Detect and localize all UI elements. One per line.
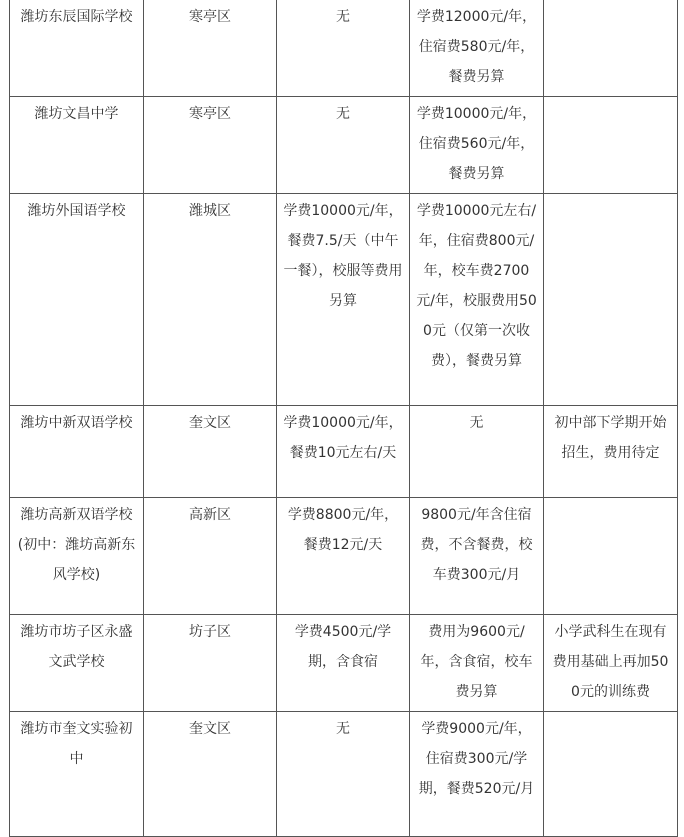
remark-cell — [544, 194, 678, 406]
district-cell: 寒亭区 — [144, 0, 277, 97]
middle-fee-cell: 学费10000元左右/年，住宿费800元/年，校车费2700元/年，校服费用500元（仅第一次收费），餐费另算 — [410, 194, 544, 406]
middle-fee-cell: 学费9000元/年，住宿费300元/学期，餐费520元/月 — [410, 712, 544, 837]
district-cell: 高新区 — [144, 498, 277, 615]
remark-cell — [544, 712, 678, 837]
primary-fee-cell: 无 — [277, 712, 410, 837]
district-cell: 奎文区 — [144, 406, 277, 498]
middle-fee-cell: 学费12000元/年，住宿费580元/年，餐费另算 — [410, 0, 544, 97]
table-row — [10, 498, 678, 615]
middle-fee-cell: 9800元/年含住宿费，不含餐费，校车费300元/月 — [410, 498, 544, 615]
school-name-cell: 潍坊市坊子区永盛文武学校 — [10, 615, 144, 712]
remark-cell — [544, 97, 678, 194]
table-row — [10, 97, 678, 194]
primary-fee-cell: 学费4500元/学期，含食宿 — [277, 615, 410, 712]
table-row — [10, 194, 678, 406]
table-row — [10, 0, 678, 97]
table-row — [10, 406, 678, 498]
middle-fee-cell: 费用为9600元/年，含食宿，校车费另算 — [410, 615, 544, 712]
primary-fee-cell: 学费8800元/年，餐费12元/天 — [277, 498, 410, 615]
district-cell: 坊子区 — [144, 615, 277, 712]
school-name-cell: 潍坊高新双语学校 (初中：潍坊高新东风学校) — [10, 498, 144, 615]
primary-fee-cell: 学费10000元/年，餐费7.5/天（中午一餐），校服等费用另算 — [277, 194, 410, 406]
remark-cell — [544, 498, 678, 615]
primary-fee-cell: 学费10000元/年，餐费10元左右/天 — [277, 406, 410, 498]
remark-cell: 初中部下学期开始招生，费用待定 — [544, 406, 678, 498]
middle-fee-cell: 学费10000元/年，住宿费560元/年，餐费另算 — [410, 97, 544, 194]
remark-cell: 小学武科生在现有费用基础上再加500元的训练费 — [544, 615, 678, 712]
district-cell: 寒亭区 — [144, 97, 277, 194]
school-name-cell: 潍坊中新双语学校 — [10, 406, 144, 498]
school-fee-table — [9, 0, 678, 837]
school-name-cell: 潍坊东辰国际学校 — [10, 0, 144, 97]
school-name-cell: 潍坊市奎文实验初中 — [10, 712, 144, 837]
primary-fee-cell: 无 — [277, 97, 410, 194]
school-name-cell: 潍坊文昌中学 — [10, 97, 144, 194]
table-row — [10, 615, 678, 712]
middle-fee-cell: 无 — [410, 406, 544, 498]
table-row — [10, 712, 678, 837]
remark-cell — [544, 0, 678, 97]
district-cell: 潍城区 — [144, 194, 277, 406]
primary-fee-cell: 无 — [277, 0, 410, 97]
school-name-cell: 潍坊外国语学校 — [10, 194, 144, 406]
district-cell: 奎文区 — [144, 712, 277, 837]
